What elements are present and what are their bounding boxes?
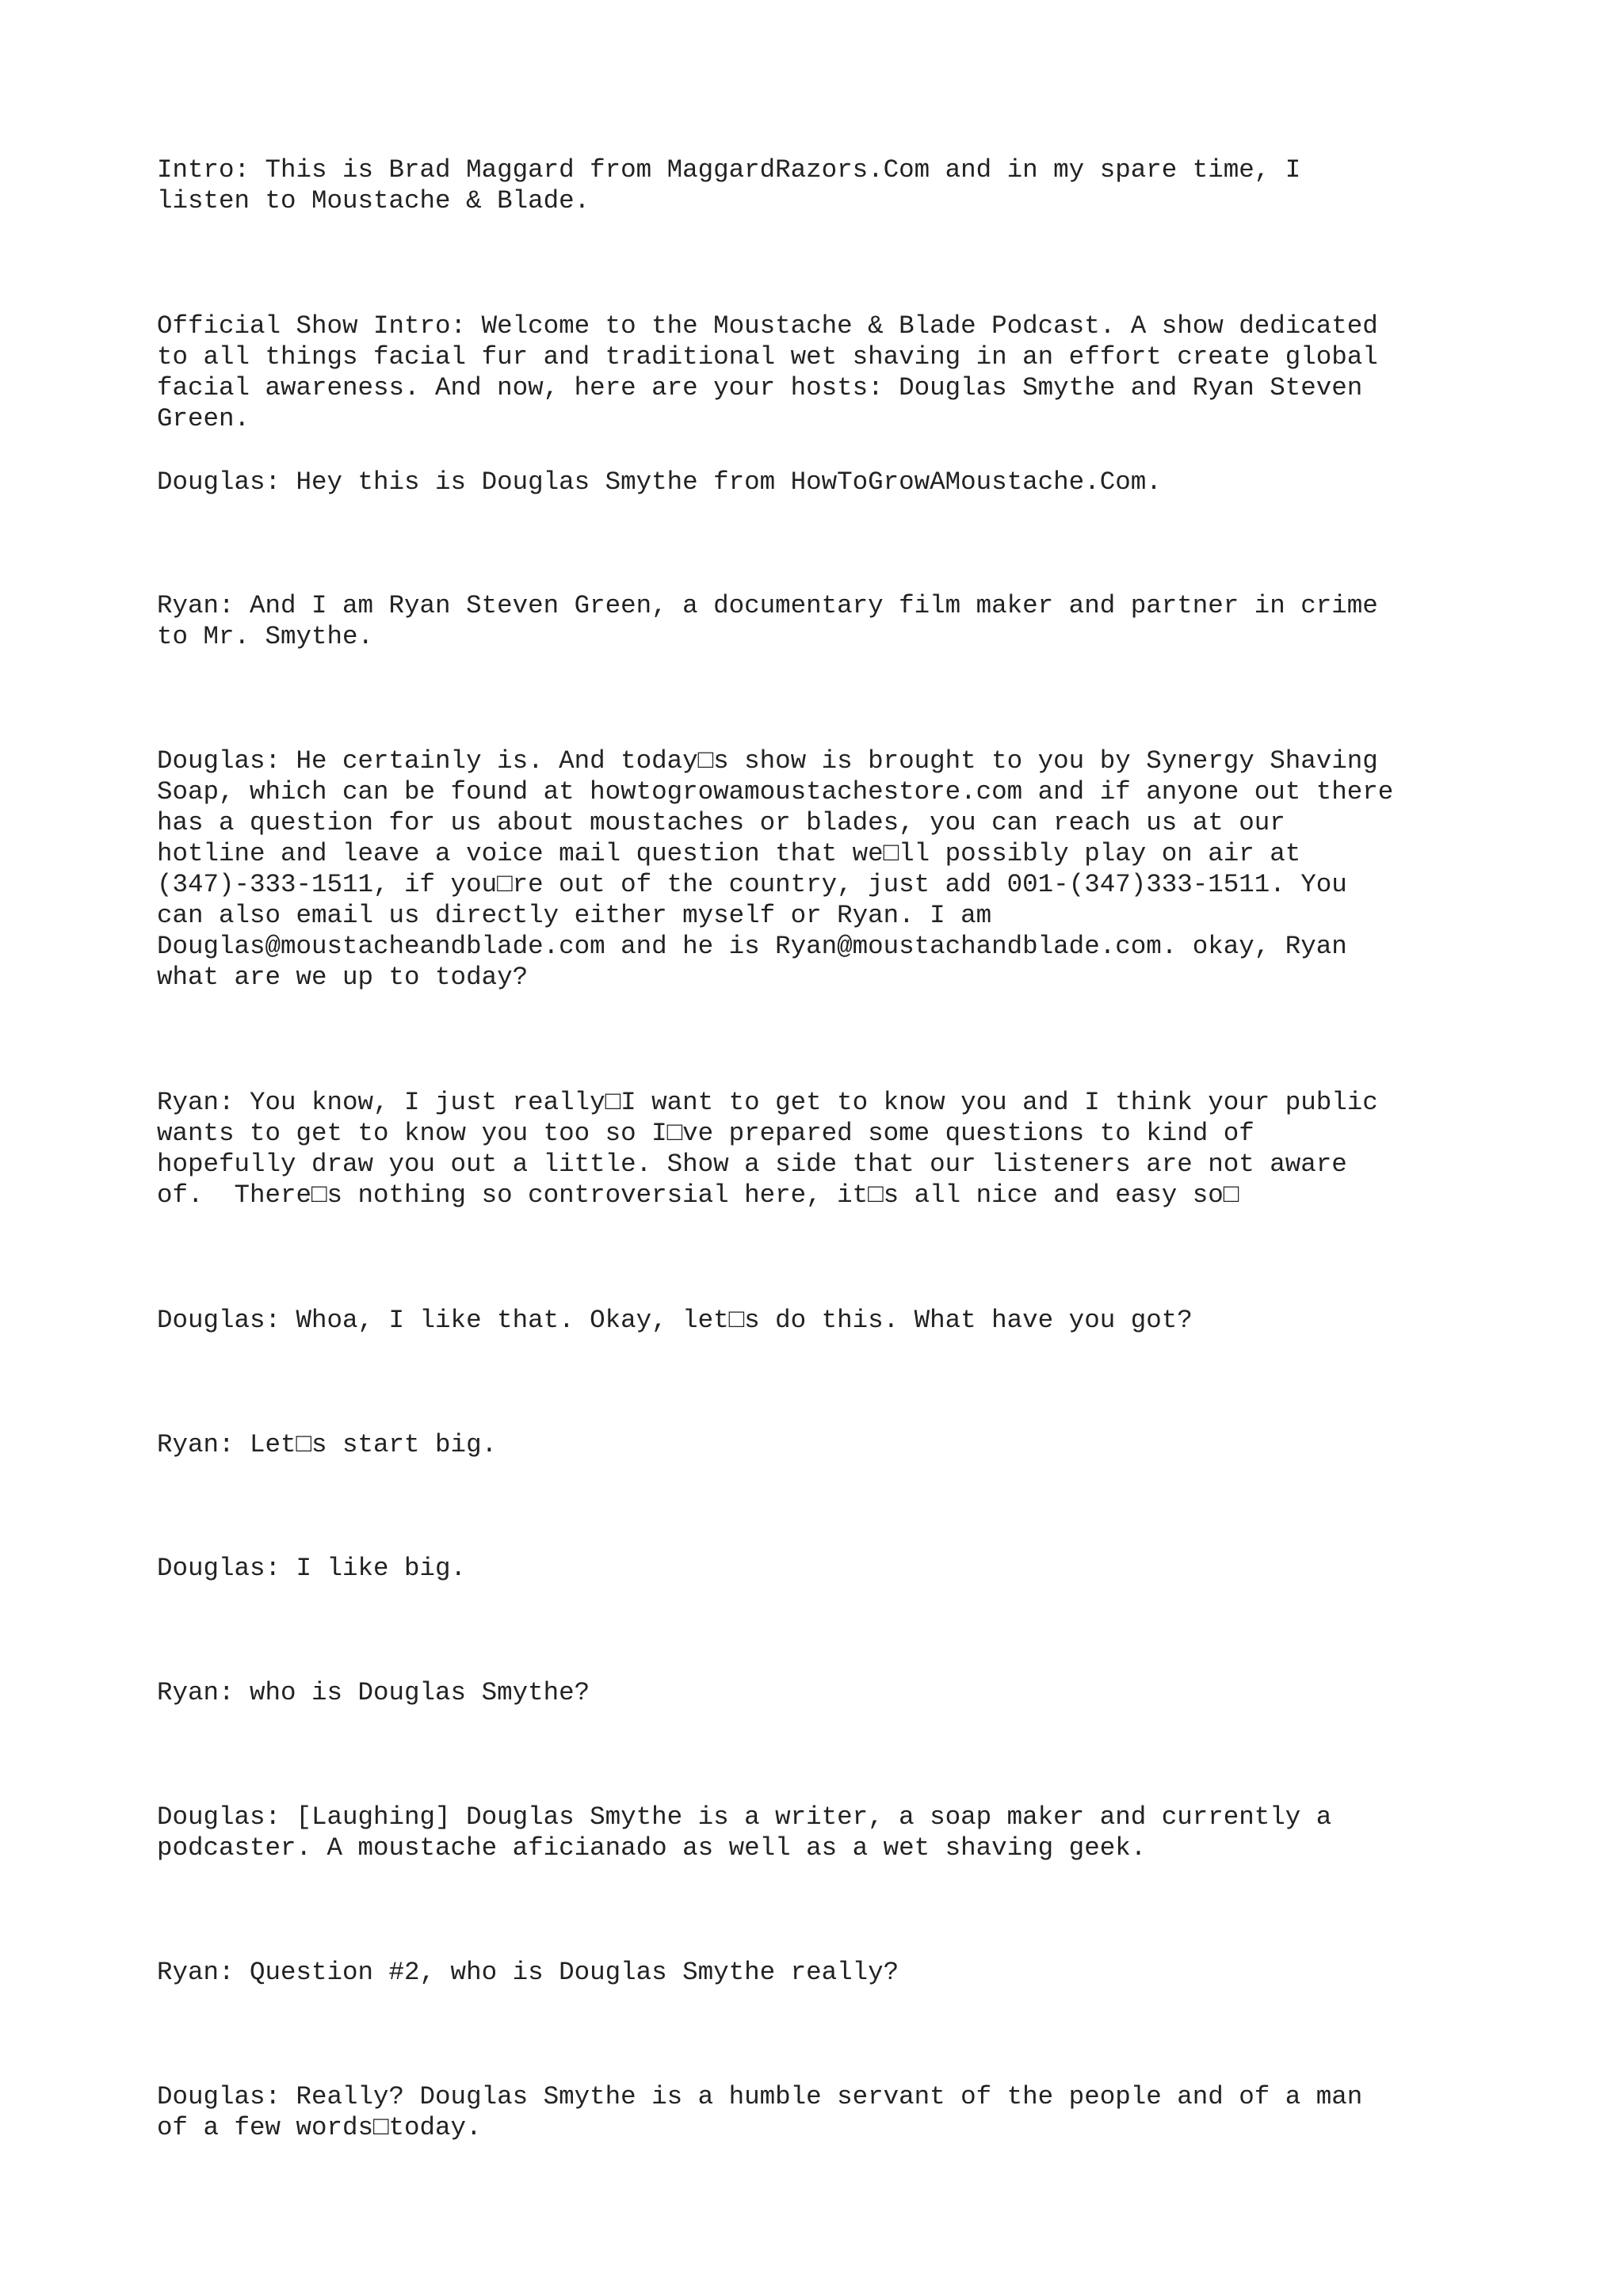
paragraph-douglas-2	[157, 746, 1504, 993]
paragraph-ryan-2	[157, 1087, 1504, 1211]
paragraph-intro	[157, 154, 1504, 216]
text-line: hopefully draw you out a little. Show a side that our listeners are not aware	[157, 1150, 1347, 1179]
text-line: Green.	[157, 404, 250, 433]
text-line: what are we up to today?	[157, 963, 529, 992]
text-line: Douglas@moustacheandblade.com and he is Ryan@moustachandblade.com. okay, Ryan	[157, 932, 1347, 961]
text-line: listen to Moustache & Blade.	[157, 186, 590, 215]
text-line: Douglas: Really? Douglas Smythe is a humble servant of the people and of a man	[157, 2082, 1363, 2111]
text-line: Ryan: Question #2, who is Douglas Smythe really?	[157, 1958, 899, 1987]
text-line: (347)-333-1511, if you□re out of the country, just add 001-(347)333-1511. You	[157, 870, 1347, 899]
text-line: of. There□s nothing so controversial here, it□s all nice and easy so□	[157, 1180, 1239, 1210]
text-line: of a few words□today.	[157, 2113, 482, 2142]
text-line: Douglas: He certainly is. And today□s show is brought to you by Synergy Shaving	[157, 746, 1378, 776]
text-line: Intro: This is Brad Maggard from MaggardRazors.Com and in my spare time, I	[157, 155, 1301, 185]
text-line: Douglas: [Laughing] Douglas Smythe is a writer, a soap maker and currently a	[157, 1802, 1332, 1832]
paragraph-douglas-5	[157, 1802, 1504, 1863]
text-line: Ryan: And I am Ryan Steven Green, a documentary film maker and partner in crime	[157, 591, 1378, 620]
text-line: facial awareness. And now, here are your hosts: Douglas Smythe and Ryan Steven	[157, 373, 1363, 402]
paragraph-douglas-4	[157, 1553, 1504, 1584]
text-line: Ryan: You know, I just really□I want to get to know you and I think your public	[157, 1088, 1378, 1117]
paragraph-ryan-3	[157, 1429, 1504, 1460]
text-line: hotline and leave a voice mail question that we□ll possibly play on air at	[157, 839, 1301, 868]
text-line: Official Show Intro: Welcome to the Moustache & Blade Podcast. A show dedicated	[157, 311, 1378, 341]
text-line: Ryan: Let□s start big.	[157, 1430, 498, 1459]
paragraph-douglas-3	[157, 1305, 1504, 1336]
paragraph-douglas-1	[157, 467, 1504, 498]
text-line: has a question for us about moustaches or blades, you can reach us at our	[157, 808, 1285, 837]
text-line: wants to get to know you too so I□ve prepared some questions to kind of	[157, 1119, 1254, 1148]
text-line: Ryan: who is Douglas Smythe?	[157, 1678, 590, 1707]
paragraph-official-intro	[157, 311, 1504, 434]
text-line: Douglas: I like big.	[157, 1554, 467, 1583]
text-line: podcaster. A moustache aficianado as well as a wet shaving geek.	[157, 1833, 1147, 1863]
text-line: to Mr. Smythe.	[157, 622, 374, 651]
paragraph-ryan-1	[157, 590, 1504, 652]
text-line: Douglas: Whoa, I like that. Okay, let□s do this. What have you got?	[157, 1306, 1193, 1335]
paragraph-ryan-5	[157, 1957, 1504, 1988]
text-line: Douglas: Hey this is Douglas Smythe from HowToGrowAMoustache.Com.	[157, 467, 1162, 497]
text-line: can also email us directly either myself or Ryan. I am	[157, 901, 992, 930]
text-line: to all things facial fur and traditional wet shaving in an effort create global	[157, 342, 1378, 372]
paragraph-ryan-4	[157, 1677, 1504, 1708]
text-line: Soap, which can be found at howtogrowamoustachestore.com and if anyone out there	[157, 777, 1394, 807]
paragraph-douglas-6	[157, 2081, 1504, 2143]
